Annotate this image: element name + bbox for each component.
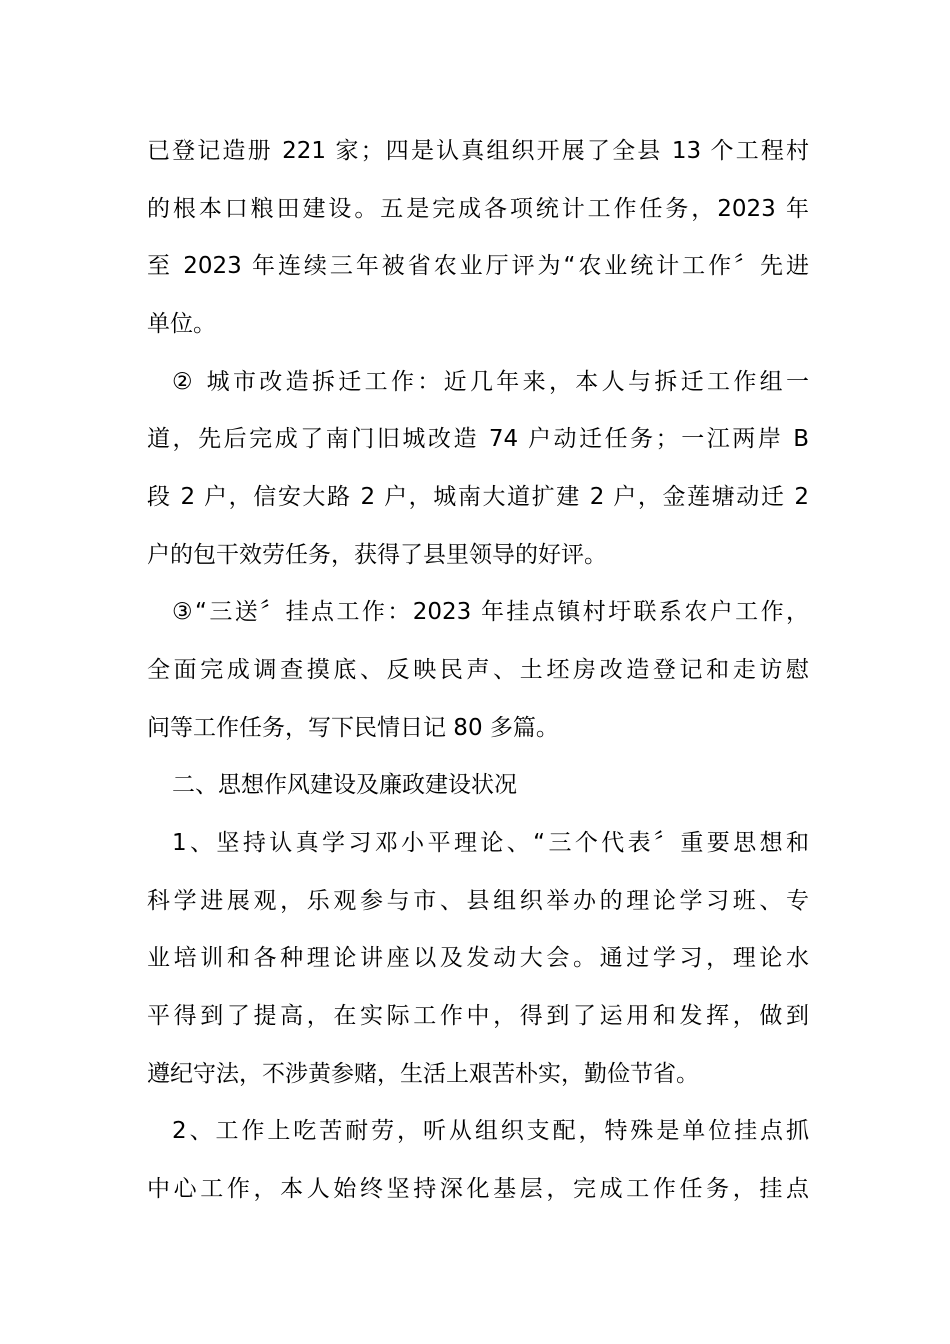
text-line: 道，先后完成了南门旧城改造 74 户动迁任务；一江两岸 B — [147, 426, 809, 452]
text-line-indented: 2、工作上吃苦耐劳，听从组织支配，特殊是单位挂点抓 — [172, 1118, 809, 1144]
section-heading: 二、思想作风建设及廉政建设状况 — [172, 772, 517, 798]
text-line: 单位。 — [147, 311, 216, 337]
text-line: 遵纪守法，不涉黄参赌，生活上艰苦朴实，勤俭节省。 — [147, 1061, 699, 1087]
text-line: 中心工作，本人始终坚持深化基层，完成工作任务，挂点 — [147, 1176, 809, 1202]
text-line: 的根本口粮田建设。五是完成各项统计工作任务，2023 年 — [147, 196, 809, 222]
text-line: 平得到了提高，在实际工作中，得到了运用和发挥，做到 — [147, 1003, 809, 1029]
text-line-indented: ② 城市改造拆迁工作：近几年来，本人与拆迁工作组一 — [172, 369, 809, 395]
text-line: 科学进展观，乐观参与市、县组织举办的理论学习班、专 — [147, 888, 809, 914]
text-line: 业培训和各种理论讲座以及发动大会。通过学习，理论水 — [147, 945, 809, 971]
text-line: 已登记造册 221 家；四是认真组织开展了全县 13 个工程村 — [147, 138, 809, 164]
text-line: 户的包干效劳任务，获得了县里领导的好评。 — [147, 542, 607, 568]
text-line: 至 2023 年连续三年被省农业厅评为“农业统计工作〞先进 — [147, 253, 809, 279]
text-line-indented: ③“三送〞挂点工作：2023 年挂点镇村圩联系农户工作， — [172, 599, 809, 625]
text-line: 全面完成调查摸底、反映民声、土坯房改造登记和走访慰 — [147, 657, 809, 683]
text-line: 段 2 户，信安大路 2 户，城南大道扩建 2 户，金莲塘动迁 2 — [147, 484, 809, 510]
text-line: 问等工作任务，写下民情日记 80 多篇。 — [147, 715, 559, 741]
text-line-indented: 1、坚持认真学习邓小平理论、“三个代表〞重要思想和 — [172, 830, 809, 856]
